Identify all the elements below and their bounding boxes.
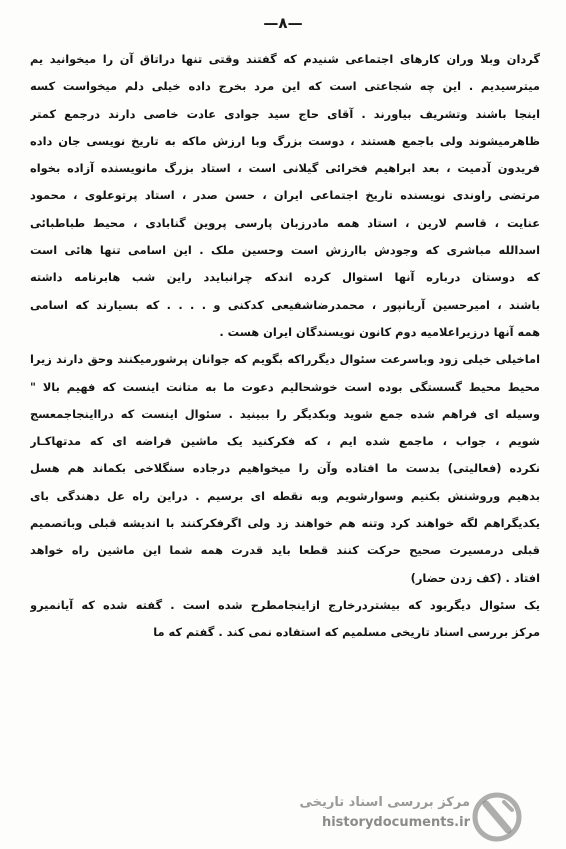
text-line: وسیله ای فراهم شده جمع شوید وبکدیگر را ببینید . سئوال اینست که درااینجاجمعسج	[30, 406, 540, 421]
watermark-logo-icon	[468, 790, 526, 844]
watermark-text-en: historydocuments.ir	[321, 815, 470, 830]
text-line: یکدیگراهم لگه خواهند کرد وتنه هم خواهند زد ولی اگرفکرکنند با اندیشه قبلی وباتصمیم	[30, 516, 540, 531]
text-line: گردان وبلا وران کارهای اجتماعی شنیدم که گفتند وقتی تنها دراتاق آن را میخوانید یم	[30, 52, 540, 66]
text-line: بدهیم وروشنش بکنیم وسوارشویم وبه نقطه ای برسیم . دراین راه عل دهندگی بای	[30, 488, 540, 503]
text-line: شویم ، جواب ، ماجمع شده ایم ، که فکرکنید یک ماشین فراضه ای که مدتهاکـار	[30, 434, 540, 449]
text-line: مرکز بررسی اسناد تاریخی مسلمیم که استفاده نمی کند . گفتم که ما	[153, 625, 540, 640]
text-line: اماخیلی خیلی زود وباسرعت سئوال دیگرراکه بگویم که جوانان پرشورمیکنند وحق دارند زیرا	[30, 352, 540, 367]
text-line: ظاهرمیشوند ولی باجمع هستند ، دوست بزرگ وبا ارزش ماکه به تاریخ نویسی جان داده	[30, 133, 540, 148]
text-line: نکرده (فعالیتی) بدست ما افتاده وآن را میخواهیم درجاده سنگلاخی بکماند هم هسل	[30, 461, 540, 476]
text-line: یک سئوال دیگربود که بیشتردرخارج ازاینجامطرح شده است . گفته شده که آیانمیرو	[30, 597, 540, 612]
text-line: همه آنها درزیراعلامیه دوم کانون نویسندگان ایران هست .	[219, 324, 540, 339]
text-line: قبلی درمسیرت صحیح حرکت کنند قطعا باید قدرت همه شما این ماشین راه خواهد	[30, 543, 540, 558]
text-line: میترسیدیم . این چه شجاعتی است که این مرد بخرج داده خیلی دلم میخواست کسه	[30, 79, 540, 94]
document-body	[30, 46, 540, 647]
text-line: اسدالله مباشری که وجودش باارزش است وحسین ملک . این اسامی تنها هائی است	[30, 243, 540, 258]
text-line: افتاد . (کف زدن حضار)	[410, 570, 540, 585]
text-line: عنایت ، قاسم لارین ، استاد همه مادرزبان پارسی پروین گنابادی ، محیط طباطبائی	[30, 215, 540, 230]
text-line: که دوستان درباره آنها استوال کرده اندکه چرانبایدد راین شب هابرنامه داشته	[30, 270, 540, 285]
watermark-text-fa: مرکز بررسی اسناد تاریخی	[299, 795, 470, 810]
page-number: —۸—	[263, 14, 303, 32]
text-line: محیط محیط گسستگی بوده است خوشحالیم دعوت ما به متانت اینست که فهیم بالا "	[30, 379, 540, 394]
text-line: باشند ، امیرحسین آریانپور ، محمدرضاشفیعی کدکنی و . . . . که بسیارند که اسامی	[30, 297, 540, 312]
text-line: فریدون آدمیت ، بعد ابراهیم فخرائی گیلانی است ، استاد بزرگ مانویسنده آزاده بخواه	[30, 161, 540, 176]
text-line: مرتضی راوندی نویسنده تاریخ اجتماعی ایران ، حسن صدر ، استاد پرتوعلوی ، محمود	[30, 188, 540, 203]
text-line: اینجا باشند وتشریف بیاورند . آقای حاج سید جوادی عادت خاصی دارند درجمع کمتر	[30, 106, 540, 121]
